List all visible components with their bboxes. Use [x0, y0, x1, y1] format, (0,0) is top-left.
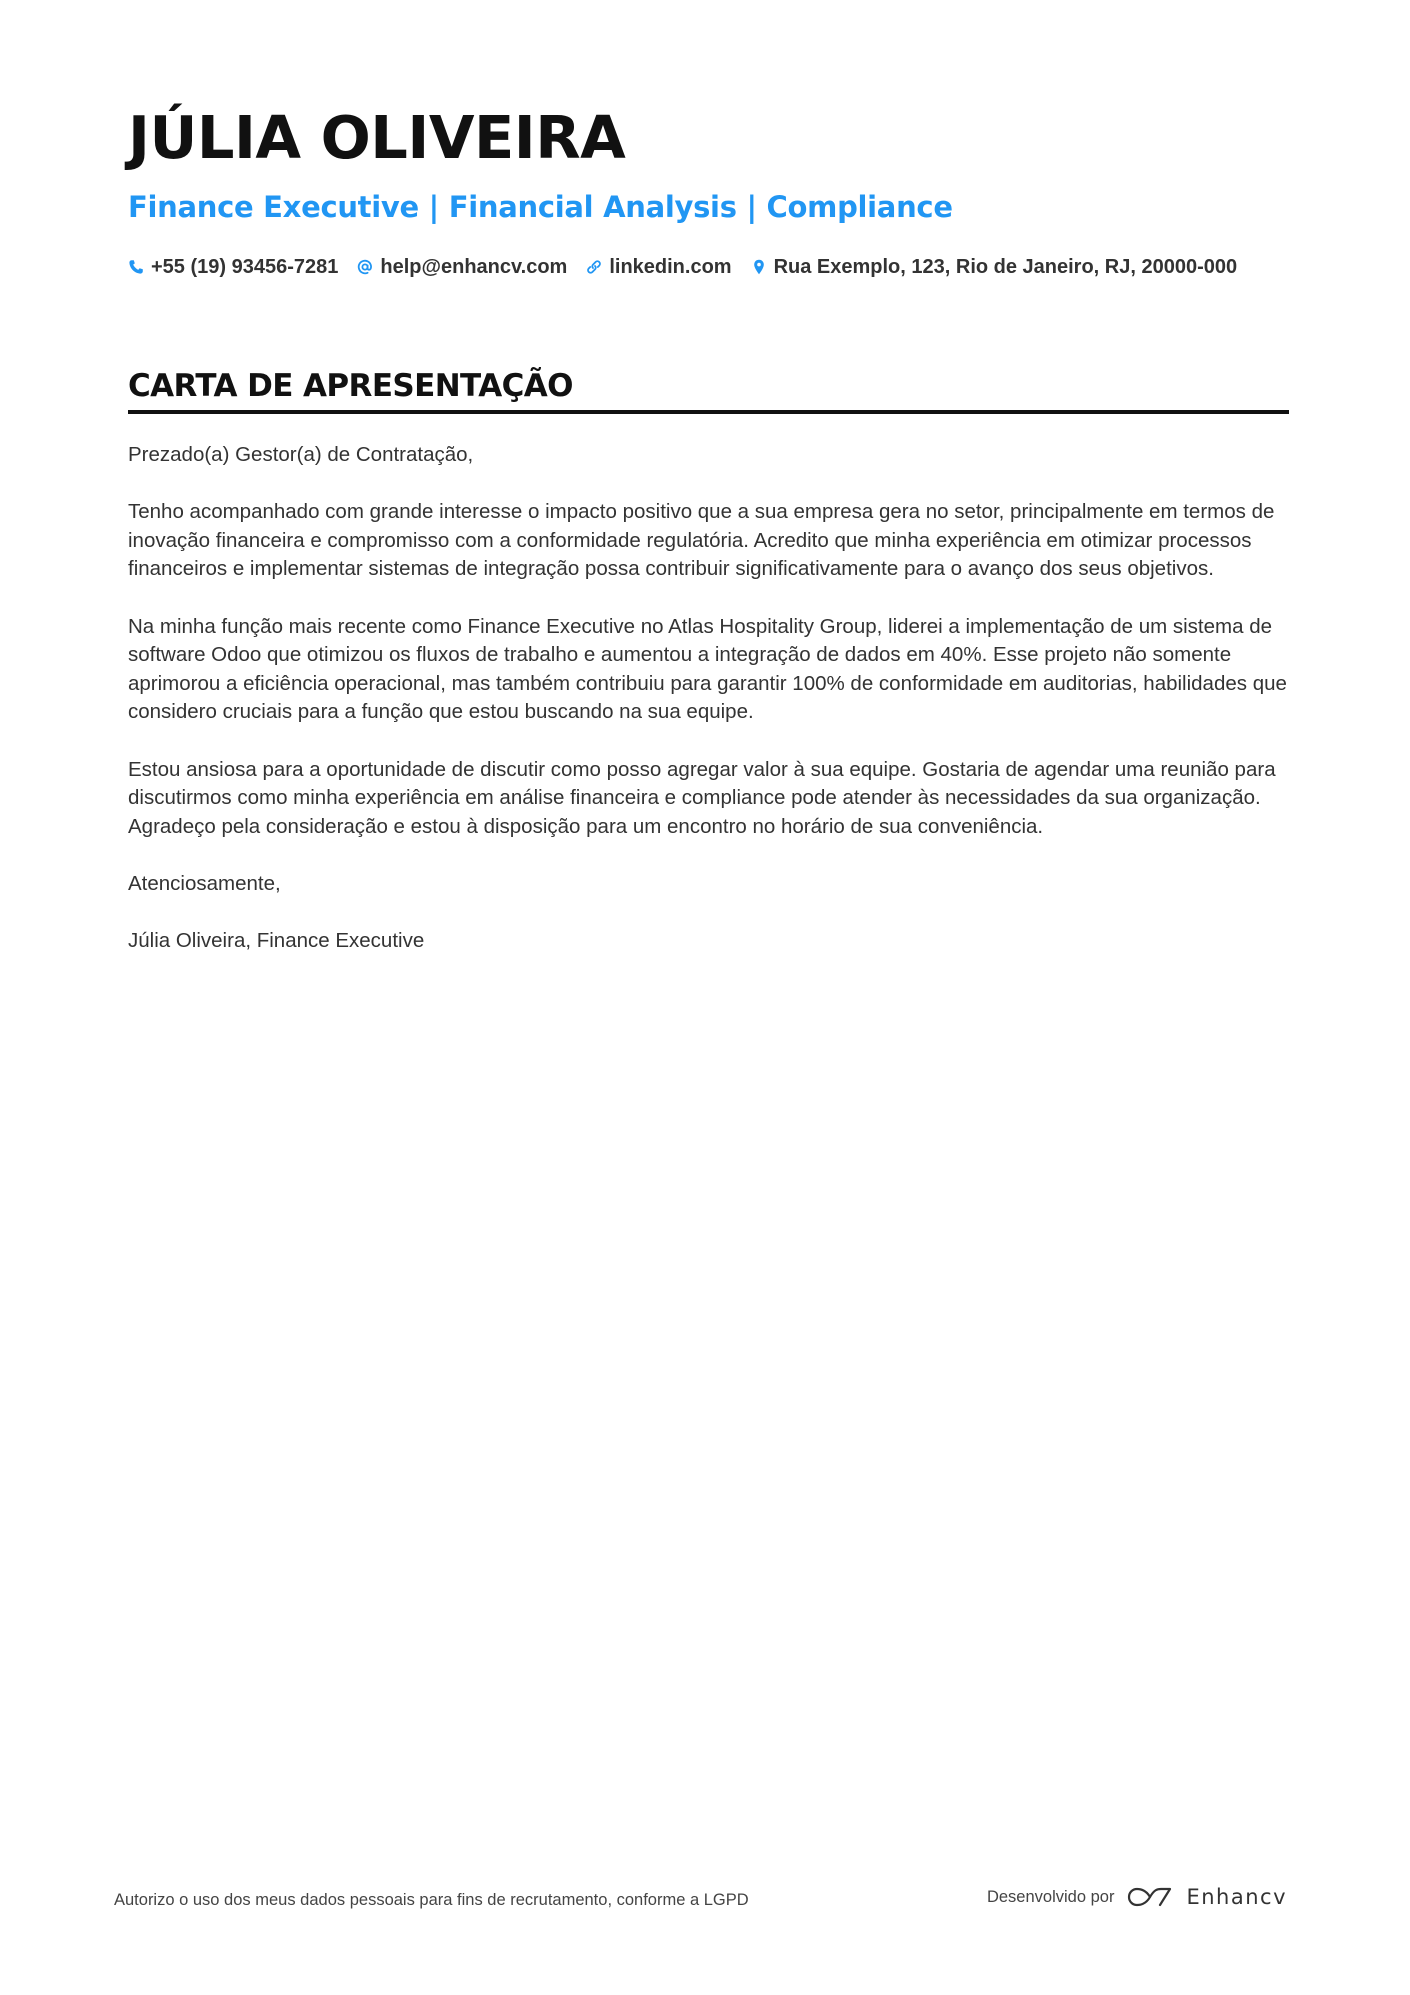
section-divider	[128, 410, 1289, 414]
link-icon	[586, 259, 602, 275]
letter-signature: Júlia Oliveira, Finance Executive	[128, 929, 425, 953]
letter-body	[128, 441, 1289, 956]
enhancv-logo-icon	[1126, 1884, 1174, 1910]
letter-closing: Atenciosamente,	[128, 871, 281, 895]
phone-icon	[128, 259, 144, 275]
built-by-label: Desenvolvido por	[986, 1887, 1115, 1906]
footer-consent-text: Autorizo o uso dos meus dados pessoais para fins de recrutamento, conforme a LGPD	[114, 1891, 749, 1909]
contact-linkedin[interactable]	[586, 256, 731, 279]
candidate-headline: Finance Executive | Financial Analysis | Compliance	[128, 190, 953, 224]
candidate-name: JÚLIA OLIVEIRA	[128, 103, 626, 172]
footer-brand[interactable]	[987, 1884, 1287, 1910]
contact-address-text: Rua Exemplo, 123, Rio de Janeiro, RJ, 20000-000	[773, 255, 1238, 278]
brand-name: Enhancv	[1186, 1885, 1287, 1909]
letter-paragraph: Tenho acompanhado com grande interesse o impacto positivo que a sua empresa gera no setor, principalmente em termos de inovação financeira e compromisso com a conformidade regulatória. Acredito que minha experiência em otimizar processos financeiros e implementar sistemas de integração possa contribuir significativamente para o avanço dos seus objetivos.	[128, 500, 1275, 581]
location-pin-icon	[751, 259, 767, 275]
contact-phone-text: +55 (19) 93456-7281	[151, 255, 339, 278]
contact-email-text[interactable]: help@enhancv.com	[380, 255, 568, 278]
contact-linkedin-text[interactable]: linkedin.com	[609, 255, 732, 278]
contact-email[interactable]	[357, 256, 567, 279]
letter-paragraph: Na minha função mais recente como Finance Executive no Atlas Hospitality Group, liderei a implementação de um sistema de software Odoo que otimizou os fluxos de trabalho e aumentou a integração de dados em 40%. Esse projeto não somente aprimorou a eficiência operacional, mas também contribuiu para garantir 100% de conformidade em auditorias, habilidades que considero cruciais para a função que estou buscando na sua equipe.	[128, 614, 1287, 724]
letter-greeting: Prezado(a) Gestor(a) de Contratação,	[128, 443, 474, 466]
contact-phone	[128, 256, 338, 279]
at-icon	[357, 259, 373, 275]
section-title: CARTA DE APRESENTAÇÃO	[128, 368, 573, 404]
contact-bar	[128, 256, 1237, 278]
letter-paragraph: Estou ansiosa para a oportunidade de discutir como posso agregar valor à sua equipe. Gostaria de agendar uma reunião para discutirmos como minha experiência em análise financeira e compliance pode atender às necessidades da sua organização. Agradeço pela consideração e estou à disposição para um encontro no horário de sua conveniência.	[128, 757, 1276, 838]
contact-address	[751, 256, 1238, 279]
